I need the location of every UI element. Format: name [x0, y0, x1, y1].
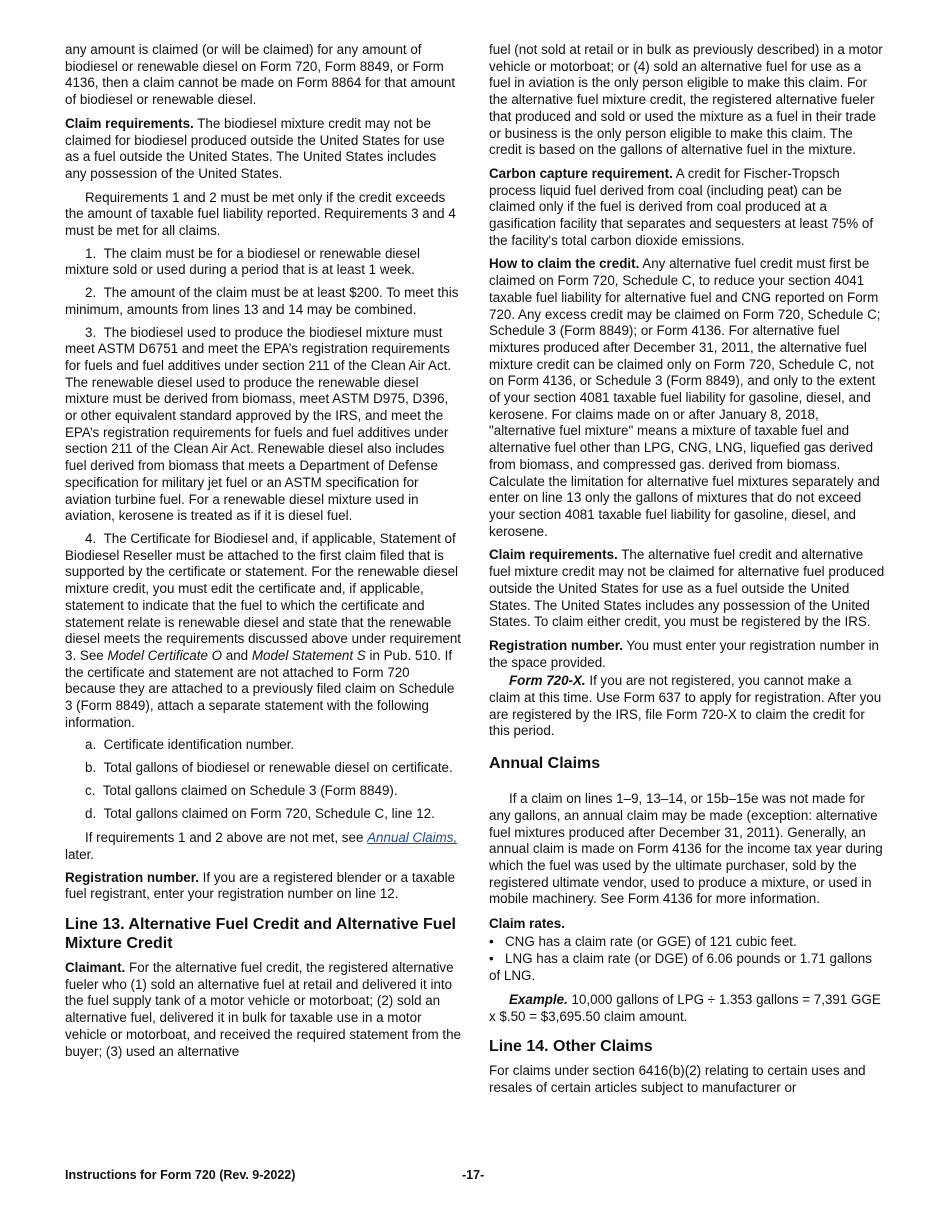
paragraph: [489, 673, 885, 740]
section-heading-line-14: Line 14. Other Claims: [489, 1038, 653, 1056]
paragraph-text: 10,000 gallons of LPG ÷ 1.353 gallons = 7,391 GGE x $.50 = $3,695.50 claim amount.: [489, 991, 881, 1024]
paragraph: [65, 960, 461, 1060]
paragraph: [489, 638, 885, 671]
bullet-text: LNG has a claim rate (or DGE) of 6.06 pounds or 1.71 gallons of LNG.: [489, 951, 872, 984]
paragraph: [489, 547, 885, 631]
paragraph: fuel (not sold at retail or in bulk as previously described) in a motor vehicle or motorboat; or (4) sold an alternative fuel for use as a fuel in aviation is the only person eligible to make this claim. For the alternative fuel mixture credit, the registered alternative fueler that produced and sold or used the mixture as a fuel in their trade or business is the only person eligible to make this claim. The credit is based on the gallons of alternative fuel in the mixture.: [489, 42, 883, 158]
paragraph-text: If you are a registered blender or a taxable fuel registrant, enter your registration number on line 12.: [65, 869, 456, 902]
bullet-glyph: •: [489, 951, 494, 967]
run-in-heading: Form 720-X.: [509, 673, 586, 689]
requirement-1: 1. The claim must be for a biodiesel or renewable diesel mixture sold or used during a period that is at least 1 week.: [65, 245, 420, 278]
paragraph-text: You must enter your registration number in the space provided.: [489, 637, 879, 670]
right-column: [489, 42, 885, 1104]
paragraph-text: If requirements 1 and 2 above are not met, see: [85, 830, 368, 846]
run-in-heading: Registration number.: [65, 869, 199, 885]
paragraph-text: The alternative fuel credit and alternative fuel mixture credit may not be claimed for alternative fuel produced outside the United States for use as a fuel outside the United States. The United States includes any possession of the United States. To claim either credit, you must be registered by the IRS.: [489, 547, 885, 630]
run-in-heading: Registration number.: [489, 637, 623, 653]
run-in-heading: Claim requirements.: [65, 115, 194, 131]
list-item: d. Total gallons claimed on Form 720, Schedule C, line 12.: [85, 805, 435, 821]
model-statement-ref: Model Statement S: [251, 647, 366, 663]
left-column: [65, 42, 461, 1067]
paragraph: [65, 870, 461, 903]
paragraph-text: in Pub. 510. If the certificate and statement are not attached to Form 720 because they are attached to a previously filed claim on Schedule 3 (Form 8849), attach a separate statement with the following information.: [65, 647, 455, 730]
paragraph: [65, 830, 461, 863]
requirement-3: 3. The biodiesel used to produce the biodiesel mixture must meet ASTM D6751 and meet the EPA’s registration requirements for fuels and fuel additives under section 211 of the Clean Air Act. The renewable diesel used to produce the renewable diesel mixture must be derived from biomass, meet ASTM D975, D396, or other equivalent standard approved by the IRS, and meet the EPA’s registration requirements for fuels and fuel additives under section 211 of the Clean Air Act. Renewable diesel also includes fuel derived from biomass that meets a Department of Defense specification for military jet fuel or an ASTM specification for aviation turbine fuel. For a renewable diesel mixture used in aviation, kerosene is treated as if it is diesel fuel.: [65, 324, 452, 524]
list-item: b. Total gallons of biodiesel or renewable diesel on certificate.: [85, 760, 453, 776]
run-in-heading: Claim requirements.: [489, 547, 618, 563]
run-in-heading: Claimant.: [65, 960, 126, 976]
paragraph: [65, 116, 461, 183]
paragraph-text: 4. The Certificate for Biodiesel and, if applicable, Statement of Biodiesel Reseller must be attached to the first claim filed that is supported by the certificate or statement. For the renewable diesel mixture credit, you must edit the certificate and, if applicable, statement to indicate that the fuel to which the certificate and statement relate is renewable diesel and state that the renewable diesel meets the requirements discussed above under requirement 3. See: [65, 530, 461, 663]
paragraph: [489, 992, 885, 1025]
paragraph-text: For the alternative fuel credit, the registered alternative fueler who (1) sold an alternative fuel at retail and delivered it into the fuel supply tank of a motor vehicle or motorboat; (2) sold an alternative fuel, delivered it in bulk for taxable use in a motor vehicle or motorboat, and received the required statement from the buyer; (3) used an alternative: [65, 960, 461, 1059]
paragraph: [489, 166, 885, 250]
paragraph: Requirements 1 and 2 must be met only if the credit exceeds the amount of taxable fuel liability reported. Requirements 3 and 4 must be met for all claims.: [65, 189, 456, 239]
bullet-text: CNG has a claim rate (or GGE) of 121 cubic feet.: [505, 933, 797, 949]
run-in-heading: Example.: [509, 991, 568, 1007]
paragraph: [489, 256, 885, 540]
section-heading-line-13: Line 13. Alternative Fuel Credit and Alternative Fuel Mixture Credit: [65, 916, 456, 953]
model-certificate-ref: Model Certificate O: [107, 647, 223, 663]
paragraph-text: Any alternative fuel credit must first be claimed on Form 720, Schedule C, to reduce your section 4041 taxable fuel liability for alternative fuel and CNG reported on Form 720. Any excess credit may be claimed on Form 720, Schedule C; Schedule 3 (Form 8849); or Form 4136. For alternative fuel mixtures produced after December 31, 2011, the alternative fuel mixture credit can be claimed only on Form 720, Schedule C, not on Form 4136, or Schedule 3 (Form 8849), and only to the extent of your section 4081 taxable fuel liability for gasoline, diesel, and kerosene. For claims made on or after January 8, 2018, "alternative fuel mixture" means a mixture of taxable fuel and alternative fuel other than LPG, CNG, LNG, liquefied gas derived from biomass, and compressed gas. derived from biomass. Calculate the limitation for alternative fuel mixtures separately and enter on line 13 only the gallons of mixtures that do not exceed your section 4081 taxable fuel liability for gasoline, diesel, and kerosene.: [489, 256, 881, 539]
list-item: c. Total gallons claimed on Schedule 3 (Form 8849).: [85, 782, 398, 798]
list-item: a. Certificate identification number.: [85, 737, 295, 753]
bullet-item: [489, 951, 885, 984]
footer-page-number: -17-: [462, 1168, 485, 1182]
annual-claims-link[interactable]: Annual Claims,: [367, 830, 458, 846]
claim-rates-heading: Claim rates.: [489, 916, 565, 932]
run-in-heading: Carbon capture requirement.: [489, 165, 673, 181]
paragraph-text: If you are not registered, you cannot make a claim at this time. Use Form 637 to apply for registration. After you are registered by the IRS, file Form 720-X to claim the credit for this period.: [489, 673, 882, 739]
requirement-4: [65, 531, 461, 731]
section-heading-annual-claims: Annual Claims: [489, 755, 601, 773]
paragraph: If a claim on lines 1–9, 13–14, or 15b–15e was not made for any gallons, an annual claim may be made (exception: alternative fuel mixtures produced after December 31, 2011). Generally, an annual claim is made on Form 4136 for the income tax year during which the fuel was used by the ultimate purchaser, sold by the registered ultimate vendor, used to produce a mixture, or used in mobile machinery. See Form 4136 for more information.: [489, 791, 883, 907]
paragraph-text: The biodiesel mixture credit may not be claimed for biodiesel produced outside the United States for use as a fuel outside the United States. The United States includes any possession of the United States.: [65, 115, 445, 181]
paragraph-text: A credit for Fischer-Tropsch process liquid fuel derived from coal (including peat) can be claimed only if the fuel is derived from coal produced at a gasification facility that separates and sequesters at least 75% of the facility's total carbon dioxide emissions.: [489, 165, 874, 248]
requirement-2: 2. The amount of the claim must be at least $200. To meet this minimum, amounts from lines 13 and 14 may be combined.: [65, 285, 459, 317]
paragraph-text: later.: [65, 846, 95, 862]
paragraph: For claims under section 6416(b)(2) relating to certain uses and resales of certain articles subject to manufacturer or: [489, 1063, 866, 1095]
run-in-heading: How to claim the credit.: [489, 256, 640, 272]
bullet-glyph: •: [489, 933, 494, 949]
paragraph-text: and: [222, 647, 252, 663]
footer-form-title: Instructions for Form 720 (Rev. 9-2022): [65, 1168, 296, 1182]
bullet-item: [489, 934, 885, 951]
paragraph: any amount is claimed (or will be claimed) for any amount of biodiesel or renewable diesel on Form 720, Form 8849, or Form 4136, then a claim cannot be made on Form 8864 for that amount of biodiesel or renewable diesel.: [65, 42, 456, 108]
